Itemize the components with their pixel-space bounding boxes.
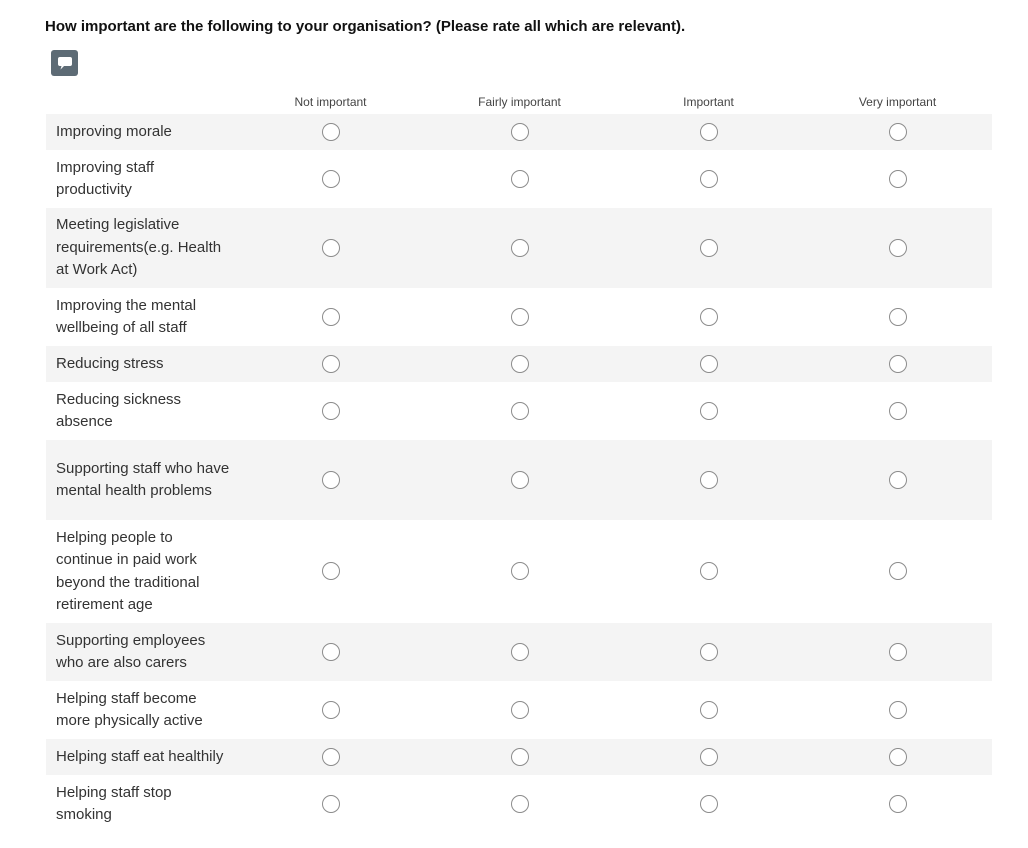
column-header-not-important: Not important <box>294 95 367 109</box>
radio-important[interactable] <box>700 308 718 326</box>
radio-cell <box>425 114 614 150</box>
matrix-row <box>46 346 992 382</box>
radio-very-important[interactable] <box>889 643 907 661</box>
radio-fairly-important[interactable] <box>511 748 529 766</box>
radio-fairly-important[interactable] <box>511 123 529 141</box>
question-title: How important are the following to your organisation? (Please rate all which are relevant). <box>45 18 686 35</box>
matrix-row <box>46 520 992 623</box>
matrix-row <box>46 382 992 440</box>
row-label: Reducing sickness absence <box>56 390 182 430</box>
row-label: Reducing stress <box>46 346 236 382</box>
radio-important[interactable] <box>700 402 718 420</box>
radio-very-important[interactable] <box>889 239 907 257</box>
radio-very-important[interactable] <box>889 402 907 420</box>
radio-cell <box>803 382 992 440</box>
radio-important[interactable] <box>700 355 718 373</box>
row-label: Improving morale <box>46 114 236 150</box>
radio-not-important[interactable] <box>322 795 340 813</box>
radio-cell <box>614 440 803 520</box>
radio-important[interactable] <box>700 239 718 257</box>
radio-important[interactable] <box>700 562 718 580</box>
radio-fairly-important[interactable] <box>511 239 529 257</box>
column-header-important: Important <box>683 95 734 109</box>
matrix-row <box>46 623 992 681</box>
radio-very-important[interactable] <box>889 795 907 813</box>
row-label-header <box>46 90 236 114</box>
radio-cell <box>425 775 614 833</box>
row-label: Supporting employees who are also carers <box>46 623 236 681</box>
radio-not-important[interactable] <box>322 402 340 420</box>
radio-not-important[interactable] <box>322 748 340 766</box>
radio-cell <box>425 382 614 440</box>
row-label: Supporting staff who have mental health problems <box>46 440 236 520</box>
radio-important[interactable] <box>700 701 718 719</box>
radio-cell <box>803 775 992 833</box>
radio-cell <box>614 520 803 623</box>
radio-fairly-important[interactable] <box>511 170 529 188</box>
matrix-row <box>46 681 992 739</box>
radio-cell <box>425 623 614 681</box>
radio-cell <box>236 623 425 681</box>
radio-cell <box>425 288 614 346</box>
radio-very-important[interactable] <box>889 748 907 766</box>
radio-fairly-important[interactable] <box>511 562 529 580</box>
radio-cell <box>425 681 614 739</box>
radio-fairly-important[interactable] <box>511 643 529 661</box>
radio-very-important[interactable] <box>889 355 907 373</box>
radio-cell <box>236 382 425 440</box>
row-label: Improving staff productivity <box>56 158 155 198</box>
radio-cell <box>236 346 425 382</box>
radio-important[interactable] <box>700 795 718 813</box>
radio-cell <box>803 208 992 288</box>
radio-cell <box>425 346 614 382</box>
radio-important[interactable] <box>700 748 718 766</box>
radio-cell <box>425 739 614 775</box>
radio-not-important[interactable] <box>322 355 340 373</box>
radio-very-important[interactable] <box>889 123 907 141</box>
column-header-very-important: Very important <box>858 95 937 109</box>
radio-very-important[interactable] <box>889 562 907 580</box>
radio-cell <box>803 346 992 382</box>
row-label: Helping staff eat healthily <box>46 739 236 775</box>
radio-important[interactable] <box>700 643 718 661</box>
row-label: Improving the mental wellbeing of all staff <box>56 296 197 336</box>
radio-cell <box>614 382 803 440</box>
radio-not-important[interactable] <box>322 308 340 326</box>
radio-cell <box>614 623 803 681</box>
radio-not-important[interactable] <box>322 471 340 489</box>
matrix-row <box>46 288 992 346</box>
radio-cell <box>236 681 425 739</box>
row-label: Helping staff stop smoking <box>56 783 172 823</box>
radio-cell <box>803 623 992 681</box>
radio-cell <box>803 520 992 623</box>
radio-fairly-important[interactable] <box>511 402 529 420</box>
radio-cell <box>425 520 614 623</box>
radio-cell <box>236 208 425 288</box>
radio-not-important[interactable] <box>322 170 340 188</box>
radio-very-important[interactable] <box>889 170 907 188</box>
radio-cell <box>236 288 425 346</box>
radio-cell <box>236 520 425 623</box>
radio-very-important[interactable] <box>889 308 907 326</box>
radio-cell <box>425 440 614 520</box>
radio-cell <box>236 440 425 520</box>
matrix-row <box>46 208 992 288</box>
radio-cell <box>614 346 803 382</box>
radio-cell <box>614 681 803 739</box>
radio-not-important[interactable] <box>322 239 340 257</box>
radio-cell <box>614 208 803 288</box>
matrix-header-row <box>46 90 992 114</box>
radio-cell <box>614 150 803 208</box>
radio-not-important[interactable] <box>322 643 340 661</box>
speech-bubble-icon <box>57 56 73 71</box>
radio-cell <box>803 681 992 739</box>
radio-very-important[interactable] <box>889 471 907 489</box>
row-label: Meeting legislative requirements(e.g. Health at Work Act) <box>46 208 236 288</box>
radio-fairly-important[interactable] <box>511 795 529 813</box>
radio-cell <box>803 114 992 150</box>
radio-not-important[interactable] <box>322 562 340 580</box>
matrix-row <box>46 440 992 520</box>
matrix-row <box>46 114 992 150</box>
radio-cell <box>614 288 803 346</box>
row-label: Helping staff become more physically active <box>56 689 203 729</box>
radio-fairly-important[interactable] <box>511 355 529 373</box>
rating-matrix <box>46 90 992 833</box>
radio-cell <box>236 739 425 775</box>
radio-fairly-important[interactable] <box>511 701 529 719</box>
matrix-row <box>46 150 992 208</box>
matrix-row <box>46 739 992 775</box>
radio-very-important[interactable] <box>889 701 907 719</box>
matrix-row <box>46 775 992 833</box>
radio-fairly-important[interactable] <box>511 471 529 489</box>
radio-important[interactable] <box>700 123 718 141</box>
radio-cell <box>803 288 992 346</box>
radio-cell <box>614 739 803 775</box>
radio-cell <box>803 739 992 775</box>
radio-cell <box>236 114 425 150</box>
column-header-fairly-important: Fairly important <box>478 95 561 109</box>
radio-cell <box>236 775 425 833</box>
radio-cell <box>803 440 992 520</box>
row-label: Helping people to continue in paid work beyond the traditional retirement age <box>56 528 200 613</box>
radio-important[interactable] <box>700 471 718 489</box>
radio-not-important[interactable] <box>322 701 340 719</box>
comment-button[interactable] <box>51 50 78 76</box>
radio-cell <box>614 775 803 833</box>
matrix-body <box>46 114 992 833</box>
radio-cell <box>614 114 803 150</box>
radio-fairly-important[interactable] <box>511 308 529 326</box>
radio-cell <box>425 150 614 208</box>
radio-not-important[interactable] <box>322 123 340 141</box>
radio-cell <box>803 150 992 208</box>
radio-important[interactable] <box>700 170 718 188</box>
radio-cell <box>425 208 614 288</box>
radio-cell <box>236 150 425 208</box>
